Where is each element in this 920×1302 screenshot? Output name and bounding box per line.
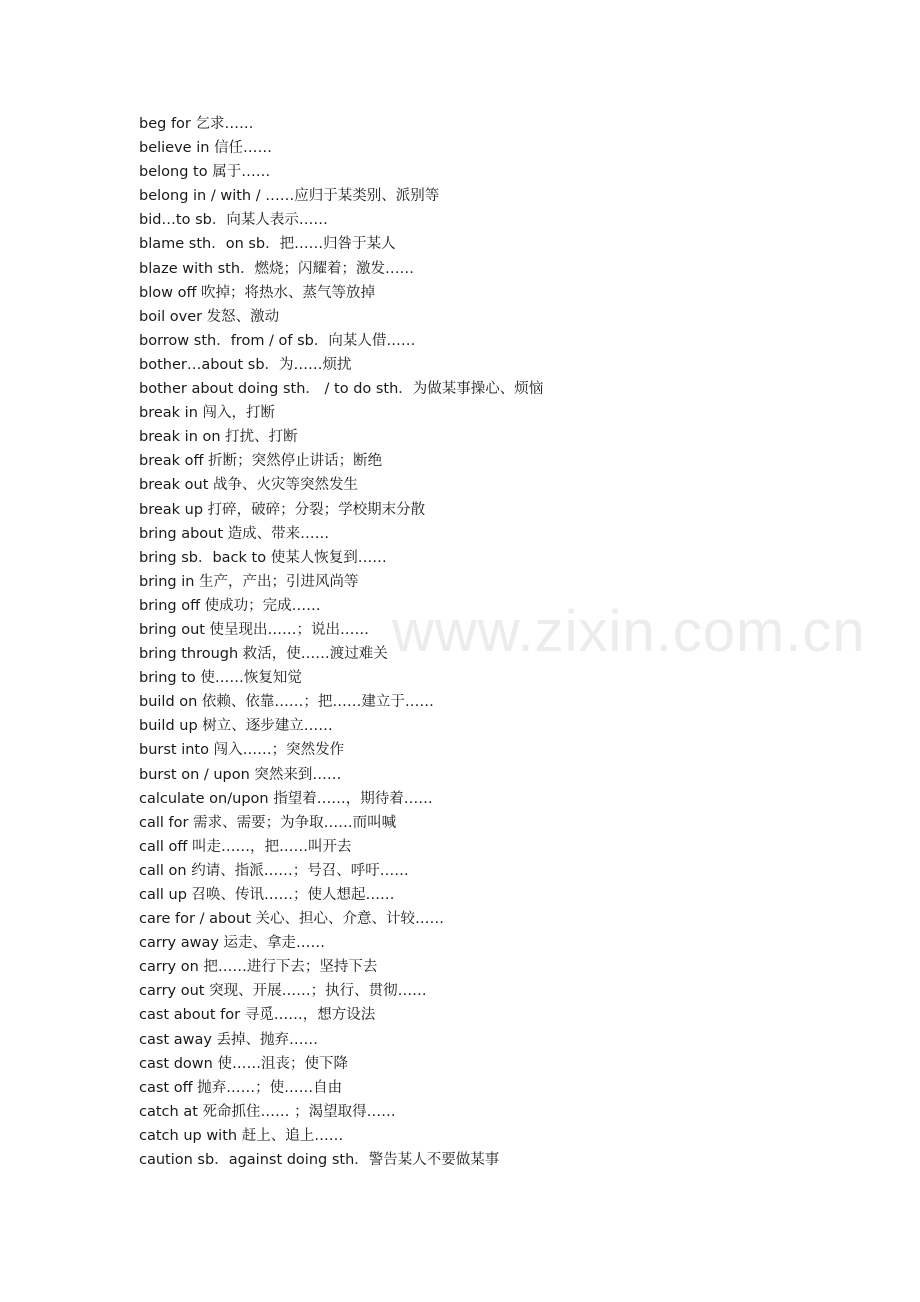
phrase-list bbox=[139, 112, 543, 1172]
list-item: bring off 使成功；完成…… bbox=[139, 597, 321, 614]
list-item: call off 叫走……，把……叫开去 bbox=[139, 838, 352, 855]
list-item: believe in 信任…… bbox=[139, 140, 273, 157]
list-item: catch at 死命抓住…… ；渴望取得…… bbox=[139, 1103, 396, 1120]
list-item: caution sb．against doing sth．警告某人不要做某事 bbox=[139, 1152, 500, 1169]
list-item: bring through 救活，使……渡过难关 bbox=[139, 646, 388, 663]
list-item: carry on 把……进行下去；坚持下去 bbox=[139, 959, 378, 976]
list-item: burst on / upon 突然来到…… bbox=[139, 766, 342, 783]
list-item: cast off 抛弃……；使……自由 bbox=[139, 1079, 343, 1096]
list-item: borrow sth．from / of sb．向某人借…… bbox=[139, 332, 416, 349]
list-item: calculate on/upon 指望着……，期待着…… bbox=[139, 790, 433, 807]
list-item: blame sth．on sb．把……归咎于某人 bbox=[139, 236, 396, 253]
list-item: build up 树立、逐步建立…… bbox=[139, 718, 333, 735]
list-item: break in 闯入，打断 bbox=[139, 405, 275, 422]
list-item: blow off 吹掉；将热水、蒸气等放掉 bbox=[139, 284, 376, 301]
list-item: break out 战争、火灾等突然发生 bbox=[139, 477, 359, 494]
list-item: call up 召唤、传讯……；使人想起…… bbox=[139, 887, 395, 903]
list-item: break off 折断；突然停止讲话；断绝 bbox=[139, 453, 383, 470]
list-item: break up 打碎，破碎；分裂；学校期末分散 bbox=[139, 501, 426, 518]
list-item: catch up with 赶上、追上…… bbox=[139, 1127, 344, 1144]
list-item: care for / about 关心、担心、介意、计较…… bbox=[139, 911, 445, 928]
list-item: bother about doing sth． / to do sth．为做某事操心、烦恼 bbox=[139, 381, 544, 398]
list-item: call on 约请、指派……；号召、呼吁…… bbox=[139, 862, 409, 879]
list-item: cast down 使……沮丧；使下降 bbox=[139, 1055, 348, 1072]
list-item: bring to 使……恢复知觉 bbox=[139, 670, 302, 687]
list-item: carry out 突现、开展……；执行、贯彻…… bbox=[139, 983, 427, 1000]
list-item: build on 依赖、依靠……；把……建立于…… bbox=[139, 694, 434, 711]
list-item: call for 需求、需要；为争取……而叫喊 bbox=[139, 814, 397, 831]
list-item: carry away 运走、拿走…… bbox=[139, 935, 326, 952]
list-item: cast away 丢掉、抛弃…… bbox=[139, 1031, 319, 1048]
list-item: bid…to sb．向某人表示…… bbox=[139, 212, 328, 229]
list-item: bring out 使呈现出……；说出…… bbox=[139, 621, 370, 638]
list-item: boil over 发怒、激动 bbox=[139, 308, 280, 325]
watermark: www.zixin.com.cn bbox=[392, 599, 866, 664]
list-item: bring about 造成、带来…… bbox=[139, 525, 330, 542]
list-item: blaze with sth．燃烧；闪耀着；激发…… bbox=[139, 260, 415, 277]
list-item: bring in 生产，产出；引进风尚等 bbox=[139, 573, 359, 590]
list-item: belong in / with / ……应归于某类别、派别等 bbox=[139, 188, 440, 205]
list-item: burst into 闯入……；突然发作 bbox=[139, 742, 345, 759]
list-item: belong to 属于…… bbox=[139, 164, 271, 181]
list-item: cast about for 寻觅……，想方设法 bbox=[139, 1007, 376, 1024]
list-item: beg for 乞求…… bbox=[139, 116, 254, 132]
list-item: bother…about sb．为……烦扰 bbox=[139, 356, 352, 373]
list-item: break in on 打扰、打断 bbox=[139, 429, 298, 446]
list-item: bring sb．back to 使某人恢复到…… bbox=[139, 549, 387, 566]
